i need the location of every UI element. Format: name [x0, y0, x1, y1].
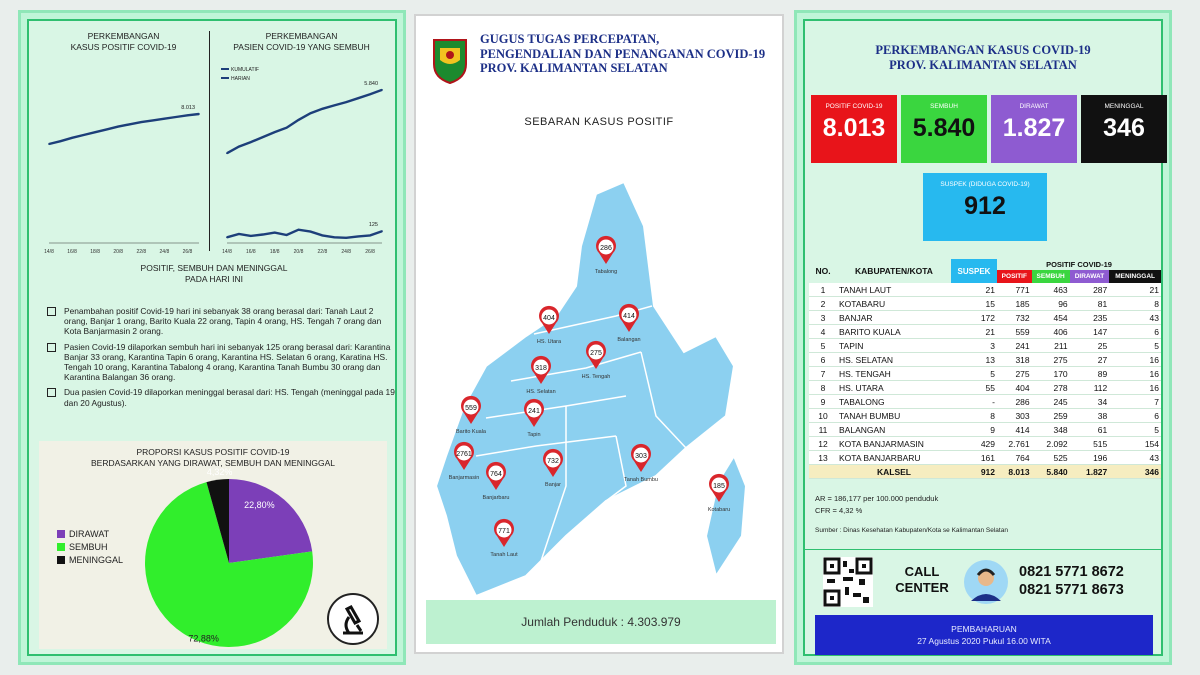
region-case-count: 764: [490, 471, 502, 478]
table-cell: 235: [1093, 312, 1108, 323]
table-row: [809, 423, 1161, 437]
region-name: HS. Selatan: [526, 389, 556, 395]
table-cell: 406: [1053, 326, 1068, 337]
bullet-box-icon: [47, 343, 56, 352]
phone-number-2[interactable]: 0821 5771 8673: [1019, 582, 1124, 598]
table-cell: 43: [1149, 452, 1159, 463]
x-tick-label: 18/8: [90, 249, 101, 255]
th-positive: POSITIF: [997, 270, 1032, 283]
table-cell: 463: [1053, 284, 1068, 295]
region-case-count: 286: [600, 245, 612, 252]
stat-treated-label: DIRAWAT: [1019, 103, 1049, 110]
table-row: [809, 381, 1161, 395]
data-point: [175, 116, 177, 118]
population-banner: Jumlah Penduduk : 4.303.979: [426, 600, 776, 644]
region-case-count: 241: [528, 408, 540, 415]
region-case-count: 275: [590, 350, 602, 357]
daily-heading-line1: POSITIF, SEMBUH DAN MENINGGAL: [140, 263, 288, 273]
kalsel-map: [416, 156, 782, 596]
table-cell: 525: [1053, 452, 1068, 463]
th-deaths: MENINGGAL: [1109, 270, 1161, 283]
data-point: [250, 235, 252, 237]
table-cell: 8.013: [1008, 466, 1030, 477]
table-cell: 912: [980, 466, 995, 477]
table-cell: BALANGAN: [839, 424, 886, 435]
map-title: SEBARAN KASUS POSITIF: [524, 116, 674, 128]
table-cell: 7: [820, 368, 826, 379]
update-line1: PEMBAHARUAN: [951, 624, 1017, 634]
data-point: [310, 231, 312, 233]
end-value-label: 8.013: [181, 105, 195, 112]
table-cell: 429: [980, 438, 995, 449]
data-point: [333, 236, 335, 238]
right-panel: [794, 10, 1172, 665]
table-cell: 8: [1154, 298, 1159, 309]
stat-treated-value: 1.827: [1002, 114, 1066, 142]
region-name: HS. Utara: [536, 339, 562, 345]
table-cell: -: [992, 396, 995, 407]
note-positive-text: Penambahan positif Covid-19 hari ini sebanyak 38 orang berasal dari: Tanah Laut 2 orang, Banjar 1 orang, Barito Kuala 22 orang, Tapin 4 orang, HS. Tengah 7 orang dan Kota Banjarmasin 2 orang.: [64, 306, 382, 337]
pie-slice-dirawat: [229, 479, 312, 563]
table-cell: KOTA BANJARBARU: [839, 452, 921, 463]
note-positive: [47, 306, 397, 337]
table-cell: 303: [1015, 410, 1030, 421]
data-point: [345, 101, 347, 103]
x-tick-label: 22/8: [317, 249, 328, 255]
table-cell: 515: [1093, 438, 1108, 449]
table-cell: TAPIN: [839, 340, 864, 351]
header-line3: PROV. KALIMANTAN SELATAN: [480, 61, 668, 75]
table-cell: [809, 465, 837, 479]
table-cell: 404: [1015, 382, 1030, 393]
table-cell: 25: [1097, 340, 1108, 351]
right-inner: [803, 19, 1163, 656]
data-point: [60, 140, 62, 142]
table-cell: 1.827: [1085, 466, 1108, 477]
table-row: [809, 451, 1161, 465]
data-point: [369, 93, 371, 95]
data-point: [321, 108, 323, 110]
table-cell: BARITO KUALA: [839, 326, 901, 337]
table-row: [809, 311, 1161, 325]
table-cell: 318: [1015, 354, 1030, 365]
table-cell: 147: [1093, 326, 1108, 337]
table-cell: 12: [818, 438, 828, 449]
x-tick-label: 24/8: [341, 249, 352, 255]
table-cell: 6: [1154, 326, 1159, 337]
th-suspect: SUSPEK: [951, 259, 997, 283]
table-row: [809, 325, 1161, 339]
chart2-title-line2: PASIEN COVID-19 YANG SEMBUH: [233, 42, 370, 52]
x-tick-label: 14/8: [222, 249, 232, 255]
table-cell: 4: [820, 326, 826, 337]
stat-deaths: [1081, 95, 1167, 163]
x-tick-label: 22/8: [136, 249, 147, 255]
table-cell: 2.761: [1008, 438, 1030, 449]
region-name: Banjarmasin: [448, 475, 480, 481]
update-banner: [815, 615, 1153, 655]
table-cell: 286: [1015, 396, 1030, 407]
table-cell: KALSEL: [877, 466, 911, 477]
data-point: [94, 131, 96, 133]
table-cell: 275: [1015, 368, 1030, 379]
table-row: [809, 395, 1161, 409]
table-cell: 5: [1154, 340, 1159, 351]
stat-recovered: [901, 95, 987, 163]
region-case-count: 2761: [456, 451, 472, 458]
th-recovered: SEMBUH: [1032, 270, 1070, 283]
header-line2: PENGENDALIAN DAN PENANGANAN COVID-19: [480, 46, 766, 61]
region-name: Barito Kuala: [456, 429, 486, 435]
table-cell: 5: [1154, 424, 1159, 435]
table-cell: TANAH LAUT: [839, 284, 892, 295]
data-point: [274, 131, 276, 133]
data-point: [48, 143, 50, 145]
table-cell: 112: [1093, 382, 1108, 393]
table-cell: 96: [1058, 298, 1068, 309]
data-point: [117, 126, 119, 128]
table-cell: 764: [1015, 452, 1030, 463]
table-cell: 11: [818, 424, 828, 435]
table-cell: 2: [820, 298, 826, 309]
microscope-icon: [329, 595, 377, 643]
table-cell: 559: [1015, 326, 1030, 337]
call-center-line2: CENTER: [895, 580, 949, 595]
region-name: Tanah Bumbu: [624, 477, 658, 483]
table-cell: 16: [1149, 354, 1159, 365]
end-value-label: 5.840: [364, 80, 378, 87]
table-cell: 5: [820, 340, 826, 351]
table-cell: 6: [820, 354, 826, 365]
x-tick-label: 20/8: [113, 249, 124, 255]
data-point: [381, 230, 383, 232]
stat-suspect-value: 912: [964, 192, 1006, 220]
data-point: [357, 97, 359, 99]
th-positive-group: POSITIF COVID-19: [1046, 260, 1112, 269]
pulau-laut-shape: [706, 456, 746, 576]
table-cell: 10: [818, 410, 828, 421]
table-cell: 34: [1097, 396, 1108, 407]
table-cell: KOTABARU: [839, 298, 886, 309]
data-point: [238, 233, 240, 235]
table-row: [809, 409, 1161, 423]
table-cell: 287: [1093, 284, 1108, 295]
table-cell: 21: [985, 326, 995, 337]
stat-positive-value: 8.013: [822, 114, 886, 142]
table-cell: 154: [1144, 438, 1159, 449]
left-inner: [27, 19, 397, 656]
chart1-title-line2: KASUS POSITIF COVID-19: [70, 42, 177, 52]
table-cell: 6: [1154, 410, 1159, 421]
data-point: [345, 237, 347, 239]
table-cell: 172: [980, 312, 995, 323]
table-cell: 3: [990, 340, 995, 351]
region-case-count: 559: [465, 405, 477, 412]
region-case-count: 732: [547, 458, 559, 465]
region-case-count: 414: [623, 313, 635, 320]
table-cell: 185: [1015, 298, 1030, 309]
left-panel: [18, 10, 406, 665]
x-tick-label: 16/8: [245, 249, 256, 255]
stat-recovered-label: SEMBUH: [930, 103, 958, 110]
right-title-line1: PERKEMBANGAN KASUS COVID-19: [875, 43, 1091, 57]
case-fatality-rate: CFR = 4,32 %: [815, 506, 863, 515]
table-cell: 89: [1097, 368, 1108, 379]
table-cell: 1: [820, 284, 826, 295]
table-cell: 16: [1149, 368, 1159, 379]
legend-swatch: [57, 556, 65, 564]
pie-legend-item: [57, 542, 123, 552]
table-cell: HS. UTARA: [839, 382, 884, 393]
data-point: [238, 146, 240, 148]
x-tick-label: 20/8: [293, 249, 304, 255]
table-cell: 7: [1154, 396, 1159, 407]
x-tick-label: 16/8: [67, 249, 77, 255]
stat-positive-label: POSITIF COVID-19: [825, 103, 883, 110]
region-name: Kotabaru: [707, 507, 731, 513]
case-table-body: [809, 283, 1161, 479]
data-point: [321, 235, 323, 237]
data-point: [333, 105, 335, 107]
table-cell: 3: [820, 312, 826, 323]
stat-deaths-value: 346: [1103, 114, 1145, 142]
region-name: Tanah Laut: [490, 552, 518, 558]
table-cell: 61: [1097, 424, 1108, 435]
source-note: Sumber : Dinas Kesehatan Kabupaten/Kota se Kalimantan Selatan: [815, 527, 1008, 534]
qr-code-icon: [823, 557, 873, 607]
header-line1: GUGUS TUGAS PERCEPATAN,: [480, 32, 660, 46]
pie-title-line1: PROPORSI KASUS POSITIF COVID-19: [136, 447, 290, 457]
data-point: [198, 113, 200, 115]
table-cell: BANJAR: [839, 312, 873, 323]
table-cell: 21: [1149, 284, 1159, 295]
region-name: Banjarbaru: [482, 495, 510, 501]
data-point: [381, 89, 383, 91]
table-cell: 8: [820, 382, 826, 393]
table-total-row: [809, 465, 1161, 479]
table-cell: 170: [1053, 368, 1068, 379]
table-row: [809, 437, 1161, 451]
data-point: [369, 235, 371, 237]
data-point: [298, 119, 300, 121]
table-row: [809, 297, 1161, 311]
bullet-box-icon: [47, 388, 56, 397]
table-cell: TANAH BUMBU: [839, 410, 901, 421]
recovered-cases-chart: [215, 61, 390, 261]
data-point: [357, 235, 359, 237]
data-point: [140, 121, 142, 123]
data-point: [106, 128, 108, 130]
series-line: [49, 114, 199, 144]
table-cell: 414: [1015, 424, 1030, 435]
table-cell: KOTA BANJARMASIN: [839, 438, 924, 449]
pie-slice-label: 72,88%: [188, 633, 219, 644]
table-cell: 15: [985, 298, 995, 309]
data-point: [250, 141, 252, 143]
table-cell: 245: [1053, 396, 1068, 407]
stat-deaths-label: MENINGGAL: [1104, 103, 1144, 110]
table-row: [809, 339, 1161, 353]
table-cell: 278: [1053, 382, 1068, 393]
data-point: [187, 114, 189, 116]
table-cell: 38: [1097, 410, 1108, 421]
end-value-label: 125: [368, 222, 378, 229]
table-cell: 771: [1015, 284, 1030, 295]
table-cell: TABALONG: [839, 396, 885, 407]
data-point: [262, 136, 264, 138]
stat-suspect-label: SUSPEK (DIDUGA COVID-19): [940, 181, 1030, 188]
table-cell: 454: [1053, 312, 1068, 323]
legend-label: HARIAN: [231, 76, 250, 82]
legend-label: SEMBUH: [69, 542, 108, 552]
stat-positive: [811, 95, 897, 163]
table-row: [809, 283, 1161, 297]
legend-swatch: [57, 543, 65, 551]
legend-swatch: [57, 530, 65, 538]
legend-label: MENINGGAL: [69, 555, 124, 565]
stat-suspect: [923, 173, 1047, 241]
data-point: [298, 229, 300, 231]
th-no: NO.: [815, 266, 831, 276]
note-deaths: [47, 387, 397, 407]
table-cell: 9: [990, 424, 995, 435]
kalsel-emblem-icon: [430, 38, 470, 84]
region-case-count: 318: [535, 365, 547, 372]
data-point: [310, 112, 312, 114]
middle-panel: [414, 14, 784, 654]
daily-heading-line2: PADA HARI INI: [185, 274, 243, 284]
note-deaths-text: Dua pasien Covid-19 dilaporkan meninggal berasal dari: HS. Tengah (meninggal pada 19 dan 20 Agustus).: [64, 387, 395, 408]
data-point: [286, 127, 288, 129]
data-point: [129, 123, 131, 125]
phone-number-1[interactable]: 0821 5771 8672: [1019, 564, 1124, 580]
table-cell: 27: [1097, 354, 1108, 365]
pie-section: [39, 441, 387, 649]
table-cell: 241: [1015, 340, 1030, 351]
x-tick-label: 24/8: [159, 249, 170, 255]
table-cell: 259: [1053, 410, 1068, 421]
table-cell: 8: [990, 410, 995, 421]
region-case-count: 771: [498, 528, 510, 535]
table-cell: 732: [1015, 312, 1030, 323]
region-name: Balangan: [617, 337, 641, 343]
table-cell: 16: [1149, 382, 1159, 393]
table-cell: 2.092: [1046, 438, 1068, 449]
table-cell: 43: [1149, 312, 1159, 323]
attack-rate: AR = 186,177 per 100.000 penduduk: [815, 494, 939, 503]
case-table: [809, 259, 1161, 479]
legend-label: DIRAWAT: [69, 529, 110, 539]
right-title-line2: PROV. KALIMANTAN SELATAN: [889, 58, 1077, 72]
note-recovered-text: Pasien Covid-19 dilaporkan sembuh hari ini sebanyak 125 orang berasal dari: Karantina Banjar 33 orang, Karantina Tapin 6 orang, Karantina HS. Selatan 6 orang, Karatina HS. Tengah 10 orang, Karantina Tabalong 4 orang, Karantina Tanah Bumbu 30 orang dan Karantina Balangan 36 orang.: [64, 341, 391, 383]
bullet-box-icon: [47, 307, 56, 316]
th-region: KABUPATEN/KOTA: [855, 266, 933, 276]
th-treated: DIRAWAT: [1070, 270, 1110, 283]
region-name: Tapin: [527, 432, 541, 438]
microscope-logo: [327, 593, 379, 645]
table-cell: 196: [1093, 452, 1108, 463]
region-case-count: 404: [543, 315, 555, 322]
data-point: [274, 232, 276, 234]
x-tick-label: 26/8: [182, 249, 193, 255]
data-point: [152, 119, 154, 121]
call-center-line1: CALL: [904, 564, 940, 579]
table-cell: 9: [820, 396, 826, 407]
table-cell: 55: [985, 382, 995, 393]
data-point: [163, 118, 165, 120]
chart-divider: [209, 31, 210, 251]
x-tick-label: 26/8: [365, 249, 375, 255]
positive-cases-chart: [37, 61, 207, 261]
region-name: HS. Tengah: [581, 374, 611, 380]
table-cell: 348: [1053, 424, 1068, 435]
divider: [805, 549, 1161, 550]
pie-legend-item: [57, 555, 123, 565]
table-cell: 13: [985, 354, 995, 365]
update-line2: 27 Agustus 2020 Pukul 16.00 WITA: [917, 636, 1051, 646]
region-case-count: 303: [635, 453, 647, 460]
pie-legend-item: [57, 529, 123, 539]
table-cell: HS. TENGAH: [839, 368, 891, 379]
data-point: [226, 236, 228, 238]
proportion-pie-chart: [137, 466, 337, 653]
table-row: [809, 367, 1161, 381]
data-point: [71, 137, 73, 139]
pie-legend: [57, 529, 123, 568]
table-cell: HS. SELATAN: [839, 354, 894, 365]
table-cell: 5.840: [1046, 466, 1068, 477]
pie-slice-label: 22,80%: [244, 500, 275, 511]
table-cell: 161: [980, 452, 995, 463]
series-line: [227, 90, 382, 153]
legend-label: KUMULATIF: [231, 67, 259, 73]
table-row: [809, 353, 1161, 367]
table-cell: 275: [1053, 354, 1068, 365]
data-point: [286, 234, 288, 236]
chart1-title-line1: PERKEMBANGAN: [87, 31, 160, 41]
region-name: Banjar: [545, 482, 561, 488]
table-cell: 346: [1144, 466, 1159, 477]
table-cell: 5: [990, 368, 995, 379]
x-tick-label: 18/8: [269, 249, 280, 255]
chart2-title-line1: PERKEMBANGAN: [265, 31, 338, 41]
region-name: Tabalong: [594, 269, 618, 275]
table-cell: 21: [985, 284, 995, 295]
region-case-count: 185: [713, 483, 725, 490]
pie-title-line2: BERDASARKAN YANG DIRAWAT, SEMBUH DAN MENINGGAL: [90, 458, 336, 468]
daily-notes: [47, 306, 397, 413]
table-cell: 81: [1097, 298, 1108, 309]
data-point: [226, 152, 228, 154]
data-point: [83, 134, 85, 136]
data-point: [262, 234, 264, 236]
table-cell: 13: [818, 452, 828, 463]
x-tick-label: 14/8: [44, 249, 54, 255]
call-center-agent-icon: [963, 559, 1009, 605]
note-recovered: [47, 342, 397, 383]
province-shape: [436, 182, 734, 596]
stat-recovered-value: 5.840: [912, 114, 976, 142]
stat-treated: [991, 95, 1077, 163]
table-cell: 211: [1054, 340, 1068, 351]
pie-slice-label: 4,32%: [206, 466, 233, 477]
